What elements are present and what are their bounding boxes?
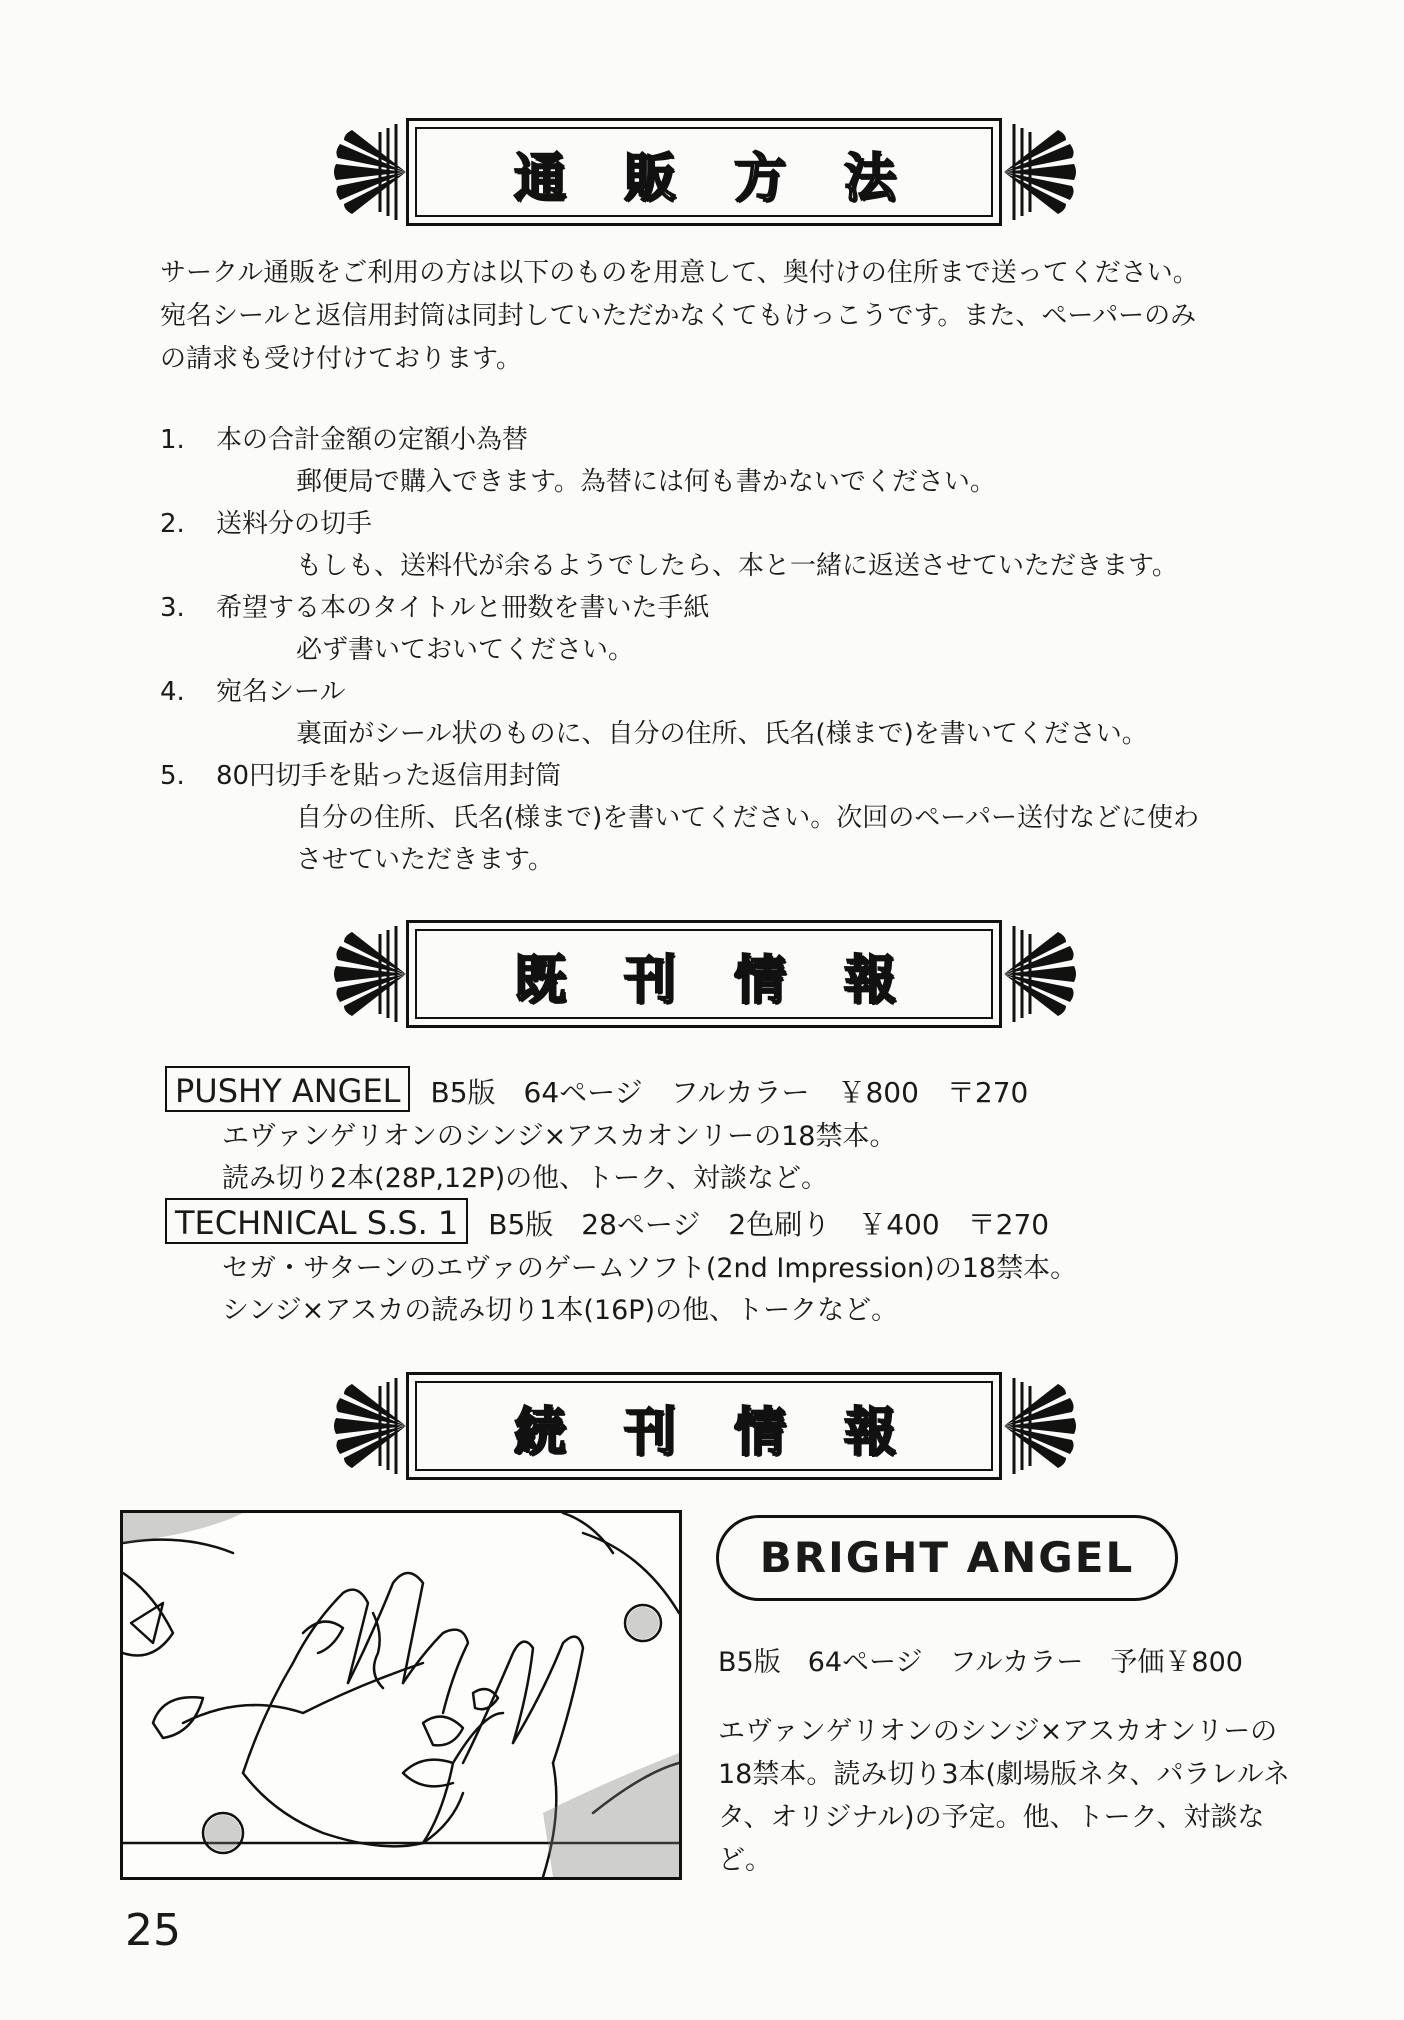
book-title: PUSHY ANGEL xyxy=(165,1066,410,1112)
order-intro xyxy=(160,252,1270,381)
fan-ornament-icon xyxy=(1004,1376,1080,1476)
book-desc xyxy=(222,1248,1077,1332)
upcoming-title: BRIGHT ANGEL xyxy=(716,1515,1178,1601)
upcoming-desc: エヴァンゲリオンのシンジ×アスカオンリーの18禁本。読み切り3本(劇場版ネタ、パラレルネタ、オリジナル)の予定。他、トーク、対談など。 xyxy=(718,1716,1290,1876)
intro-line: の請求も受け付けております。 xyxy=(160,344,522,374)
fan-ornament-icon xyxy=(1004,122,1080,222)
desc-line: セガ・サターンのエヴァのゲームソフト(2nd Impression)の18禁本。 xyxy=(222,1253,1078,1284)
desc-line: シンジ×アスカの読み切り1本(16P)の他、トークなど。 xyxy=(222,1295,899,1326)
list-item xyxy=(160,420,528,460)
item-number: 2. xyxy=(160,509,185,539)
section-heading-upcoming: 続刊情報 xyxy=(513,1402,954,1463)
intro-line: サークル通販をご利用の方は以下のものを用意して、奥付けの住所まで送ってください。 xyxy=(160,258,1199,288)
item-note: 郵便局で購入できます。為替には何も書かないでください。 xyxy=(296,467,996,497)
manga-illustration xyxy=(120,1510,682,1880)
item-number: 3. xyxy=(160,593,185,623)
intro-line: 宛名シールと返信用封筒は同封していただかなくてもけっこうです。また、ペーパーのみ xyxy=(160,301,1197,331)
list-item xyxy=(160,672,345,712)
item-title: 希望する本のタイトルと冊数を書いた手紙 xyxy=(216,593,710,623)
desc-line: 読み切り2本(28P,12P)の他、トーク、対談など。 xyxy=(222,1163,829,1194)
list-item xyxy=(160,588,709,628)
item-title: 送料分の切手 xyxy=(216,509,373,539)
item-note: させていただきます。 xyxy=(296,845,554,875)
fan-ornament-icon xyxy=(1004,924,1080,1024)
section-heading-back-issues: 既刊情報 xyxy=(513,950,954,1011)
section-banner-back-issues xyxy=(330,920,1080,1040)
book-entry xyxy=(165,1066,1028,1112)
book-spec: B5版 64ページ フルカラー ￥800 〒270 xyxy=(430,1076,1029,1109)
list-item xyxy=(160,504,372,544)
item-note: 必ず書いておいてください。 xyxy=(296,635,635,665)
item-title: 80円切手を貼った返信用封筒 xyxy=(216,761,562,791)
item-number: 5. xyxy=(160,761,185,791)
hands-line-art xyxy=(123,1513,679,1877)
book-entry xyxy=(165,1198,1049,1244)
item-number: 4. xyxy=(160,677,185,707)
section-heading-order: 通販方法 xyxy=(513,148,954,209)
list-item xyxy=(160,756,561,796)
item-note: 自分の住所、氏名(様まで)を書いてください。次回のペーパー送付などに使わ xyxy=(296,803,1199,833)
desc-line: エヴァンゲリオンのシンジ×アスカオンリーの18禁本。 xyxy=(222,1121,897,1152)
book-desc xyxy=(222,1116,896,1200)
item-title: 本の合計金額の定額小為替 xyxy=(216,425,529,455)
page-number: 25 xyxy=(125,1905,181,1956)
item-number: 1. xyxy=(160,425,185,455)
book-title: TECHNICAL S.S. 1 xyxy=(165,1198,468,1244)
section-banner-order xyxy=(330,118,1080,238)
item-note: もしも、送料代が余るようでしたら、本と一緒に返送させていただきます。 xyxy=(296,551,1178,581)
upcoming-spec: B5版 64ページ フルカラー 予価￥800 xyxy=(718,1647,1243,1678)
section-banner-upcoming xyxy=(330,1372,1080,1492)
item-title: 宛名シール xyxy=(216,677,346,707)
book-spec: B5版 28ページ 2色刷り ￥400 〒270 xyxy=(488,1208,1050,1241)
item-note: 裏面がシール状のものに、自分の住所、氏名(様まで)を書いてください。 xyxy=(296,719,1148,749)
